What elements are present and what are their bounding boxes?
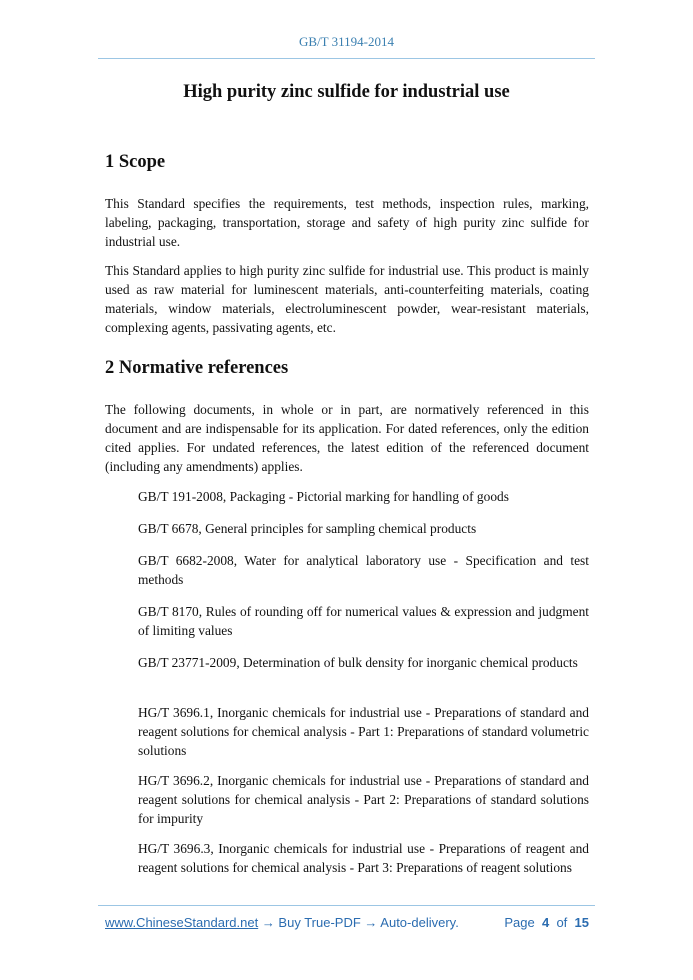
reference-item: GB/T 191-2008, Packaging - Pictorial marking for handling of goods bbox=[138, 489, 509, 504]
page-total: 15 bbox=[574, 915, 589, 930]
reference-item: HG/T 3696.3, Inorganic chemicals for industrial use - Preparations of reagent and reagent solutions for chemical analysis - Part 3: Preparations of reagent solutions bbox=[138, 841, 589, 875]
reference-item: GB/T 23771-2009, Determination of bulk density for inorganic chemical products bbox=[138, 655, 578, 670]
of-label: of bbox=[556, 915, 568, 930]
footer bbox=[105, 915, 589, 930]
footer-rule bbox=[98, 905, 595, 906]
reference-item: GB/T 6682-2008, Water for analytical laboratory use - Specification and test methods bbox=[138, 553, 589, 587]
section-heading-normative-references: 2 Normative references bbox=[105, 358, 289, 378]
page-current: 4 bbox=[541, 915, 550, 930]
reference-item: GB/T 6678, General principles for sampling chemical products bbox=[138, 521, 477, 536]
page-label: Page bbox=[504, 915, 535, 930]
footer-site-link[interactable]: www.ChineseStandard.net bbox=[105, 915, 259, 930]
paragraph: This Standard specifies the requirements, test methods, inspection rules, marking, labeling, packaging, transportation, storage and safety of high purity zinc sulfide for industrial use. bbox=[105, 196, 589, 249]
reference-item: HG/T 3696.1, Inorganic chemicals for industrial use - Preparations of standard and reagent solutions for chemical analysis - Part 1: Preparations of standard volumetric solutions bbox=[138, 705, 589, 758]
header-rule bbox=[98, 58, 595, 59]
document-title: High purity zinc sulfide for industrial use bbox=[183, 82, 510, 102]
paragraph: The following documents, in whole or in part, are normatively referenced in this document and are indispensable for its application. For dated references, only the edition cited applies. For undated references, the latest edition of the referenced document (including any amendments) applies. bbox=[105, 402, 589, 474]
header-doc-id: GB/T 31194-2014 bbox=[299, 34, 394, 49]
page-indicator bbox=[504, 915, 589, 930]
paragraph: This Standard applies to high purity zinc sulfide for industrial use. This product is mainly used as raw material for luminescent materials, anti-counterfeiting materials, coating materials, window materials, electroluminescent powder, wear-resistant materials, complexing agents, passivating agents, etc. bbox=[105, 263, 589, 335]
reference-item: GB/T 8170, Rules of rounding off for numerical values & expression and judgment of limiting values bbox=[138, 604, 589, 638]
section-heading-scope: 1 Scope bbox=[105, 152, 166, 172]
reference-item: HG/T 3696.2, Inorganic chemicals for industrial use - Preparations of standard and reagent solutions for chemical analysis - Part 2: Preparations of standard solutions for impurity bbox=[138, 773, 589, 826]
footer-tagline: → Buy True-PDF → Auto-delivery. bbox=[258, 915, 459, 930]
